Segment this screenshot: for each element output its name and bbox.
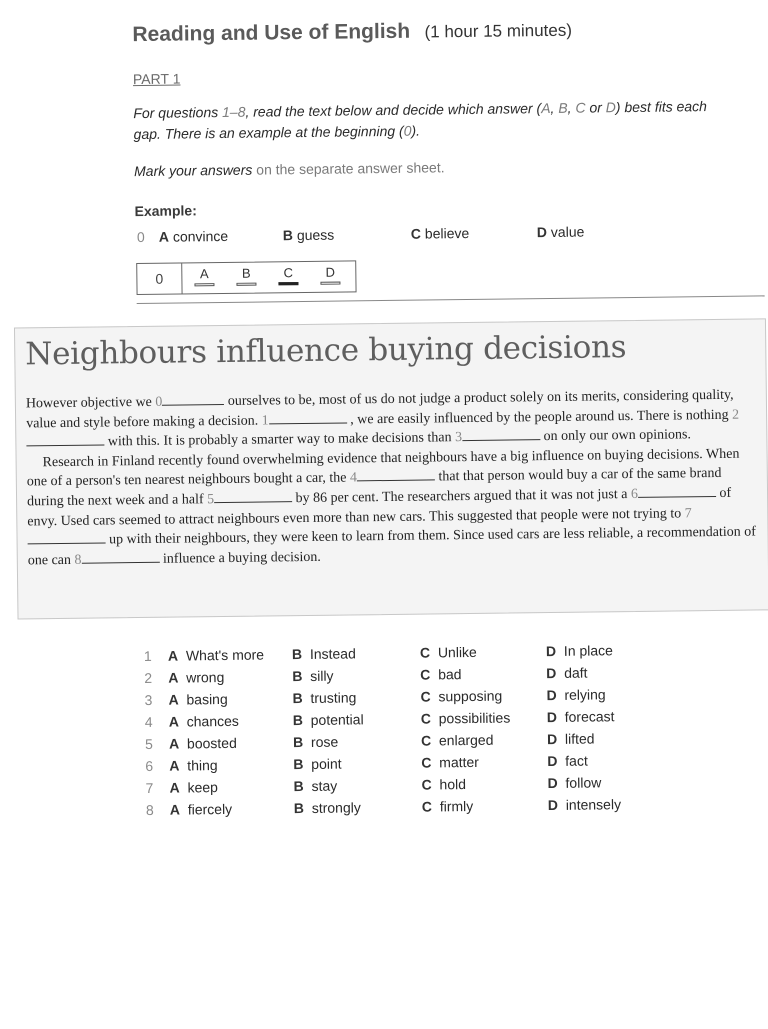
gap-4[interactable] [357, 470, 435, 482]
example-option-c: C believe [410, 224, 470, 242]
question-number: 2 [144, 669, 153, 686]
answer-mark [236, 283, 256, 286]
option-a[interactable]: A wrong [168, 669, 225, 686]
option-c[interactable]: C hold [421, 776, 467, 793]
gap-2[interactable] [26, 435, 104, 447]
example-option-b: B guess [282, 226, 335, 244]
answer-box-option-a[interactable]: A [191, 266, 217, 286]
option-c[interactable]: C possibilities [420, 709, 511, 727]
option-b[interactable]: B silly [292, 667, 334, 685]
option-d[interactable]: D relying [546, 686, 606, 704]
answer-sheet-note: Mark your answers on the separate answer sheet. [133, 159, 445, 180]
gap-6[interactable] [638, 486, 716, 498]
option-c[interactable]: C enlarged [420, 731, 494, 749]
gap-8[interactable] [81, 552, 159, 564]
option-a[interactable]: A chances [168, 712, 239, 730]
example-number: 0 [136, 228, 145, 246]
part-label: PART 1 [132, 70, 181, 88]
option-a[interactable]: A thing [169, 757, 218, 774]
option-a[interactable]: A basing [168, 690, 228, 708]
answer-box-option-c[interactable]: C [275, 265, 301, 285]
example-label: Example: [134, 202, 197, 220]
question-number: 3 [144, 691, 153, 708]
answer-box-option-d[interactable]: D [317, 265, 343, 285]
option-b[interactable]: B Instead [291, 645, 356, 663]
paragraph-2: Research in Finland recently found overwhelming evidence that neighbours have a big influence on buying decisions. When one of a person's ten nearest neighbours bought a car, the 4 that that person would buy a car of the same brand during the next week and a half 5 by 86 per cent. The researchers argued that it was not just a 6 of envy. Used cars seemed to attract neighbours even more than new cars. This suggested that people were not trying to 7 up with their neighbours, they were keen to learn from them. Since used cars are less reliable, a recommendation of one can 8 influence a buying decision. [26, 446, 757, 569]
answer-mark [320, 282, 340, 285]
gap-5[interactable] [214, 491, 292, 503]
gap-1[interactable] [269, 412, 347, 424]
option-b[interactable]: B point [293, 755, 342, 773]
option-d[interactable]: D follow [547, 774, 602, 792]
gap-0[interactable] [162, 394, 224, 406]
option-d[interactable]: D forecast [546, 708, 615, 726]
option-c[interactable]: C firmly [421, 797, 474, 815]
option-d[interactable]: D In place [545, 642, 614, 660]
answer-box-number: 0 [137, 263, 182, 294]
question-row-8 [146, 796, 646, 824]
example-options [135, 222, 735, 249]
answer-mark-filled [278, 282, 298, 285]
gap-3[interactable] [462, 429, 540, 441]
answer-mark [194, 283, 214, 286]
answer-options [144, 642, 646, 824]
question-number: 6 [145, 757, 154, 774]
example-option-d: D value [536, 223, 585, 241]
section-header [132, 18, 572, 47]
instructions: For questions 1–8, read the text below and decide which answer (A, B, C or D) best fits each gap. There is an example at the beginning (0). [133, 98, 708, 143]
example-answer-box [136, 260, 356, 295]
answer-box-option-b[interactable]: B [233, 266, 259, 286]
option-a[interactable]: A fiercely [169, 800, 233, 818]
option-b[interactable]: B strongly [293, 799, 361, 817]
question-number: 7 [145, 779, 154, 796]
option-d[interactable]: D intensely [547, 796, 622, 814]
divider [137, 295, 765, 304]
reading-text-box [14, 318, 768, 619]
option-c[interactable]: C matter [421, 753, 480, 771]
option-b[interactable]: B stay [293, 777, 338, 795]
option-a[interactable]: A boosted [168, 734, 237, 752]
option-b[interactable]: B rose [292, 733, 339, 751]
text-title: Neighbours influence buying decisions [25, 329, 627, 373]
section-duration: (1 hour 15 minutes) [424, 20, 573, 42]
option-b[interactable]: B trusting [292, 689, 357, 707]
question-number: 8 [145, 801, 154, 818]
paragraph-1: However objective we 0 ourselves to be, most of us do not judge a product solely on its merits, considering quality, value and style before making a decision. 1 , we are easily influenced by the people around us. There is nothing 2 with this. It is probably a smarter way to make decisions than 3 on only our own opinions. [25, 387, 740, 450]
option-d[interactable]: D lifted [546, 730, 595, 748]
option-d[interactable]: D daft [546, 664, 588, 682]
option-a[interactable]: A keep [169, 779, 218, 796]
option-c[interactable]: C supposing [420, 687, 503, 705]
option-a[interactable]: A What's more [167, 646, 265, 664]
example-option-a: A convince [158, 227, 229, 245]
option-c[interactable]: C bad [420, 666, 462, 683]
text-body [26, 385, 758, 570]
question-number: 5 [144, 735, 153, 752]
option-b[interactable]: B potential [292, 711, 364, 729]
gap-7[interactable] [27, 533, 105, 545]
option-d[interactable]: D fact [547, 752, 588, 770]
section-title: Reading and Use of English [132, 19, 411, 47]
question-number: 4 [144, 713, 153, 730]
question-number: 1 [143, 647, 152, 664]
option-c[interactable]: C Unlike [419, 643, 477, 661]
